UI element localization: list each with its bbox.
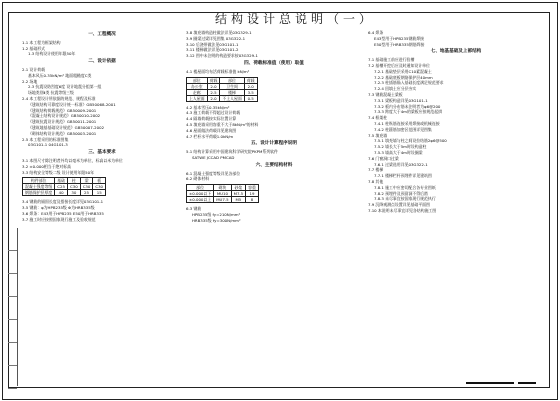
masonry-table [186,184,259,203]
live-load-table [186,77,258,102]
note-line: 7.10 本说明未尽事宜详见各结构施工图 [368,207,437,213]
table-cell: 柱 [68,178,81,184]
table-cell: 30 [68,190,81,196]
note-line: 7.3.1 梁板构造详见03G101-1 [374,97,428,103]
note-line: 7.2.1 基础垫层采用C10素混凝土 [374,68,432,74]
table-cell: 砌块 [214,185,231,191]
table-cell: 部位 [220,77,244,83]
note-line: 3.4 钢筋的锚固长度及搭接长度详见03G101-1 [22,199,104,205]
section-heading: 七、地基基础及上部结构 [430,49,482,55]
note-line: 3.6 焊条：E43用于HPB235 E50用于HRB335 [22,210,104,216]
note-line: 7.2.4 回填土应分层夯实 [374,86,417,92]
note-line: 4.1 楼屋面均布活荷载标准值 kN/m² [186,68,250,74]
note-line: 《砌体结构设计规范》GB50003-2001 [28,130,97,136]
note-line: 7.6.1 过梁选用详见03G322-1 [374,161,428,167]
table-cell: 走廊 [187,89,208,95]
note-line: 7.8 其他 [368,178,384,184]
note-line: 7.8.2 预埋件及预留洞不得后凿 [374,190,428,196]
section-heading: 六、主要结构材料 [255,162,293,168]
note-line: 3.10 后浇带做法见03G101-1 [186,41,239,47]
table-cell: 2.0 [244,83,257,89]
note-line: 7.1 基础施工前应进行验槽 [368,57,415,63]
notes-column-1 [22,30,182,223]
note-line: 6.1 混凝土强度等级详见各部位 [186,170,241,176]
note-line: 7.2.2 基础底板钢筋保护层40mm [374,74,433,80]
table-cell: M5 [231,197,246,203]
note-line: 2.2 场地 [22,78,38,84]
note-line: 场地类别Ⅱ类 抗震等级三级 [28,90,74,96]
binding-strip [8,228,18,386]
note-line: 2.5 本工程采用的标准图集 [22,136,69,142]
table-cell: 基础 [55,178,68,184]
table-cell: C30 [68,184,81,190]
note-line: 3.2 ±0.000相当于绝对标高 [22,163,72,169]
note-line: 7.2.3 柱插筋锚入基础长度满足规范要求 [374,80,444,86]
notes-column-2 [186,30,362,224]
section-heading: 二、设计依据 [88,59,116,65]
note-line: 7.5 填充墙 [368,132,388,138]
table-cell: 不上人屋面 [220,95,244,101]
table-cell: 2.0 [207,95,220,101]
table-cell: 2.5 [207,89,220,95]
table-cell: 3.5 [244,89,257,95]
section-heading: 三、基本要求 [88,150,116,156]
note-line: 7.8.1 施工中应密切配合各专业图纸 [374,184,436,190]
table-row [187,197,259,203]
note-line: 7.5.3 墙高大于4m时设圈梁 [374,149,423,155]
note-line: 《建筑抗震设计规范》GB50011-2001 [28,119,97,125]
table-cell: C25 [55,184,68,190]
table-cell: 楼梯 [220,89,244,95]
table-cell: 部位 [187,77,208,83]
table-cell: MU7.5 [214,197,231,203]
note-line: 1.2 基础形式 [22,45,45,51]
table-cell: 混凝土强度等级 [23,184,55,190]
table-cell: 15 [93,190,106,196]
note-line: 7.9 沉降观测点设置详见基础平面图 [368,202,430,208]
note-line: 03G101-1 04G101-3 [28,142,68,148]
note-line: 7.5.1 填充墙与柱之间设拉结筋2φ6@500 [374,138,447,144]
table-row [187,95,258,101]
table-cell: 砂浆 [231,185,246,191]
table-cell: C30 [93,184,106,190]
note-line: 1.3 结构设计使用年限50年 [28,51,76,57]
table-cell: 荷载 [207,77,220,83]
table-cell: C30 [80,184,93,190]
table-cell: 构件部位 [23,178,55,184]
note-line: HRB335级 fy=300N/mm² [192,217,241,223]
note-line: 4.4 隔墙荷载按实际位置计算 [186,116,237,122]
note-line: 3.9 圈梁过梁详见图集 03G322-1 [186,35,246,41]
table-cell: 卫生间 [220,83,244,89]
note-line: 3.5 钢筋：φ为HPB235级 Φ为HRB335级 [22,205,95,211]
note-line: 7.2 基槽开挖后应及时通知设计单位 [368,62,430,68]
table-cell: 梁 [80,178,93,184]
table-cell: 8 [246,197,259,203]
table-cell: 钢筋保护层厚度 [23,190,55,196]
note-line: 3.1 本图尺寸除注明者外均以毫米为单位，标高以米为单位 [22,157,123,163]
note-line: 4.7 栏杆水平荷载1.0kN/m [186,133,234,139]
note-line: HPB235级 fy=210N/mm² [192,211,241,217]
note-line: 7.5.2 墙长大于5m时设构造柱 [374,144,427,150]
title-block [460,378,546,386]
note-line: 7.4 框架柱 [368,115,388,121]
table-cell: 0.5 [244,95,257,101]
note-line: 7.3.3 跨度大于4m的梁板应按规范起拱 [374,109,442,115]
note-line: 7.7.1 楼梯栏杆预埋件详见建筑图 [374,173,432,179]
table-cell: M7.5 [231,191,246,197]
section-heading: 四、荷载标准值（使用）取值 [244,60,304,66]
note-line: 7.3 钢筋混凝土梁板 [368,91,403,97]
note-line: 4.5 填充墙采用容重不大于8kN/m³的材料 [186,121,259,127]
note-line: 7.7 楼梯 [368,167,384,173]
table-cell: 容重 [246,185,259,191]
table-row [23,190,106,196]
note-line: 3.7 施工时应按照国家现行施工及验收规范 [22,216,96,222]
note-line: 3.3 结构安全等级二级 设计使用年限50年 [22,169,94,175]
note-line: 4.2 基本雪压0.35kN/m² [186,104,230,110]
table-cell: 荷载 [244,77,257,83]
note-line: 6.4 焊条 [368,30,384,35]
note-line: 6.2 砌体材料 [186,176,209,182]
note-line: 2.3 抗震设防烈度6度 设计地震分组第一组 [28,84,102,90]
table-cell: 上人屋面 [187,95,208,101]
note-line: 《建筑地基基础设计规范》GB50007-2002 [28,124,105,130]
table-cell: 板 [93,178,106,184]
note-line: 3.8 填充墙构造柱做法详见03G329-1 [186,30,252,35]
note-line: 2.1 设计荷载 [22,66,45,72]
note-line: 7.8.3 未尽事宜按国家现行规范执行 [374,196,436,202]
table-cell: 25 [80,190,93,196]
table-row [187,185,259,191]
table-cell: 部位 [187,185,214,191]
note-line: 4.6 屋面做法荷载详见建筑图 [186,127,237,133]
note-line: 7.4.1 柱纵筋连接采用焊接或机械连接 [374,120,440,126]
table-cell: 2.0 [207,83,220,89]
note-line: 1.1 本工程为框架结构 [22,39,61,45]
note-line: 7.3.2 板内分布筋未注明者为φ6@200 [374,103,441,109]
note-line: 5.1 结构计算采用中国建筑科学研究院PKPM系列软件 [186,149,278,155]
table-cell: MU10 [214,191,231,197]
note-line: 3.11 楼梯做法详见03G101-2 [186,47,239,53]
notes-column-3 [368,30,544,214]
note-line: 7.6 门窗洞口过梁 [368,155,399,161]
sheet-title: 结构设计总说明（一） [215,12,376,26]
table-cell: 19 [246,191,259,197]
table-cell: ±0.000以下 [187,191,214,197]
note-line: E50型用于HRB335钢筋焊接 [374,41,425,47]
note-line: 基本风压0.35kN/m² 地面粗糙度C类 [28,72,92,78]
note-line: SATWE JCCAD PMCAD [192,154,235,160]
note-line: 3.12 图中未注明的构造要求按03G329-1 [186,53,258,59]
table-cell: 40 [55,190,68,196]
note-line: 2.4 本工程设计所依据的规范、规程及标准 [22,95,96,101]
note-line: 4.3 施工荷载不得超过设计荷载 [186,110,241,116]
table-cell: 办公室 [187,83,208,89]
note-line: 《混凝土结构设计规范》GB50010-2002 [28,113,101,119]
note-line: 《建筑结构荷载规范》GB50009-2001 [28,107,97,113]
section-heading: 一、工程概况 [88,32,116,37]
section-heading: 五、设计计算程序说明 [251,141,297,147]
note-line: E43型用于HPB235钢筋焊接 [374,35,425,41]
concrete-cover-table [22,177,106,196]
note-line: 6.3 钢筋 [186,206,202,212]
note-line: 7.4.2 柱箍筋加密区范围详见图集 [374,126,432,132]
table-cell: ±0.000以上 [187,197,214,203]
note-line: 《建筑结构可靠度设计统一标准》GB50068-2001 [28,101,116,107]
